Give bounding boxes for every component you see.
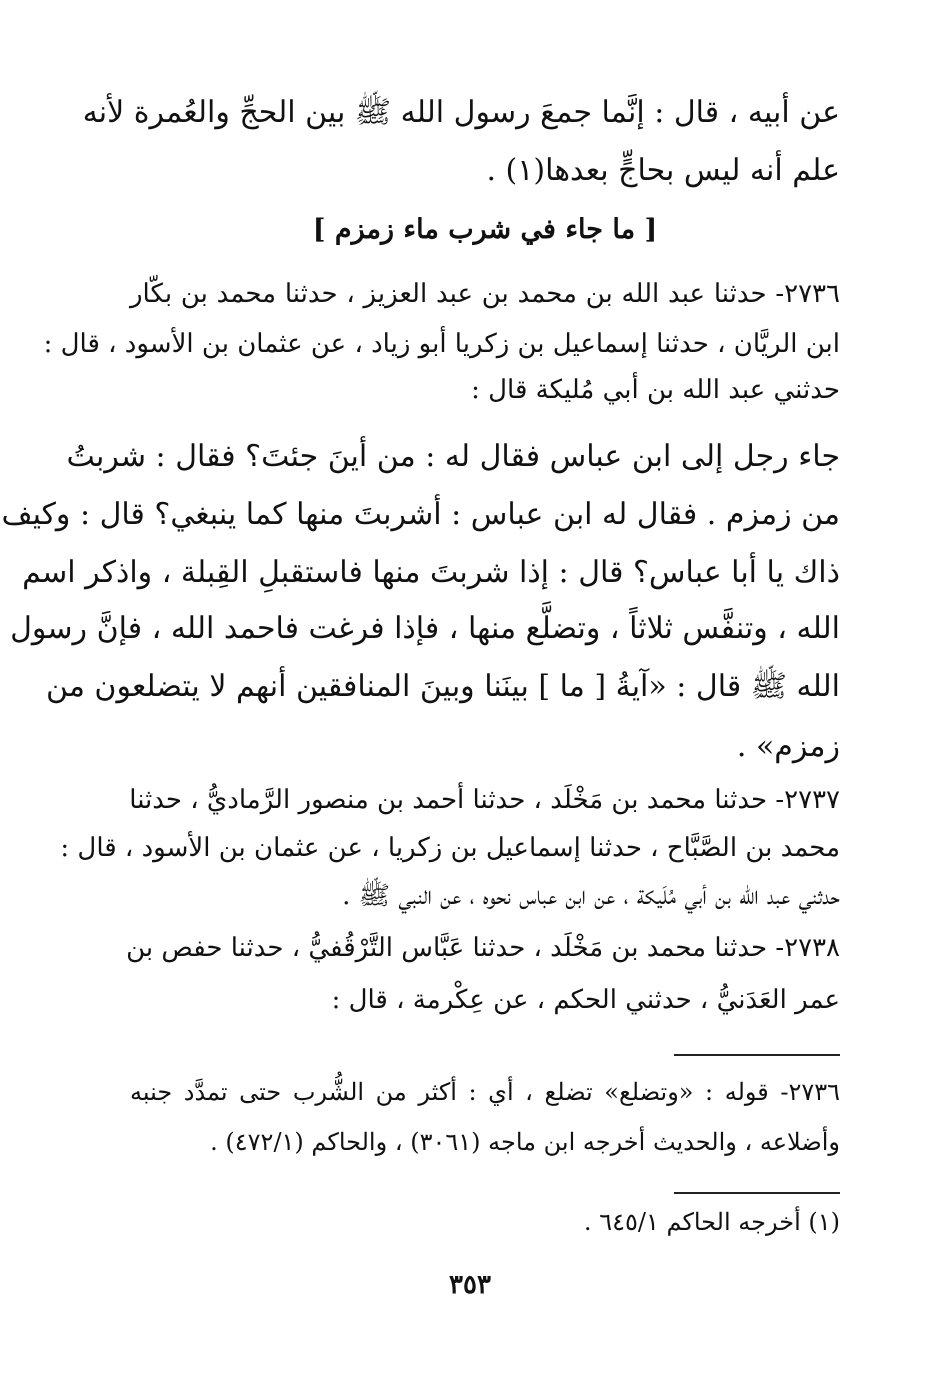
text-line: ٢٧٣٦- حدثنا عبد الله بن محمد بن عبد العزيز ، حدثنا محمد بن بكّار xyxy=(130,279,840,309)
footnote: (١) أخرجه الحاكم ٦٤٥/١ . xyxy=(583,1208,840,1236)
text-line: ٢٧٣٧- حدثنا محمد بن مَخْلَد ، حدثنا أحمد بن منصور الرَّماديُّ ، حدثنا xyxy=(129,785,840,815)
text-line: زمزم» . xyxy=(736,729,840,764)
text-line: ابن الريَّان ، حدثنا إسماعيل بن زكريا أبو زياد ، عن عثمان بن الأسود ، قال : xyxy=(43,329,840,359)
text-line: عمر العَدَنيُّ ، حدثني الحكم ، عن عِكْرمة ، قال : xyxy=(331,985,840,1015)
text-line: حدثني عبد الله بن أبي مُليكة قال : xyxy=(471,375,840,405)
text-line: الله ﷺ قال : «آيةُ [ ما ] بينَنا وبينَ المنافقين أنهم لا يتضلعون من xyxy=(45,669,840,704)
separator-rule xyxy=(674,1054,840,1056)
footnote-rule xyxy=(674,1192,840,1194)
text-line: عن أبيه ، قال : إنَّما جمعَ رسول الله ﷺ بين الحجِّ والعُمرة لأنه xyxy=(82,95,840,130)
text-line: ذاك يا أبا عباس؟ قال : إذا شربتَ منها فاستقبلِ القِبلة ، واذكر اسم xyxy=(22,555,840,590)
page-number: ٣٥٣ xyxy=(449,1270,491,1300)
commentary-line: وأضلاعه ، والحديث أخرجه ابن ماجه (٣٠٦١) ، والحاكم (٤٧٢/١) . xyxy=(210,1128,840,1156)
section-heading: [ ما جاء في شرب ماء زمزم ] xyxy=(312,214,658,245)
text-line: ٢٧٣٨- حدثنا محمد بن مَخْلَد ، حدثنا عَبَّاس التَّرْقُفيُّ ، حدثنا حفص بن xyxy=(126,933,840,963)
text-line: جاء رجل إلى ابن عباس فقال له : من أينَ جئتَ؟ فقال : شربتُ xyxy=(66,439,840,474)
text-line: حدثني عبد الله بن أبي مُلَيكة ، عن ابن عباس نحوه ، عن النبي ﷺ . xyxy=(342,881,840,911)
commentary-line: ٢٧٣٦- قوله : «وتضلع» تضلع ، أي : أكثر من الشُّرب حتى تمدَّد جنبه xyxy=(130,1078,840,1106)
text-line: محمد بن الصَّبَّاح ، حدثنا إسماعيل بن زكريا ، عن عثمان بن الأسود ، قال : xyxy=(60,833,840,863)
text-line: من زمزم . فقال له ابن عباس : أشربتَ منها كما ينبغي؟ قال : وكيف xyxy=(1,497,840,532)
text-line: علم أنه ليس بحاجٍّ بعدها(١) . xyxy=(486,153,840,188)
text-line: الله ، وتنفَّس ثلاثاً ، وتضلَّع منها ، فإذا فرغت فاحمد الله ، فإنَّ رسول xyxy=(10,611,840,646)
